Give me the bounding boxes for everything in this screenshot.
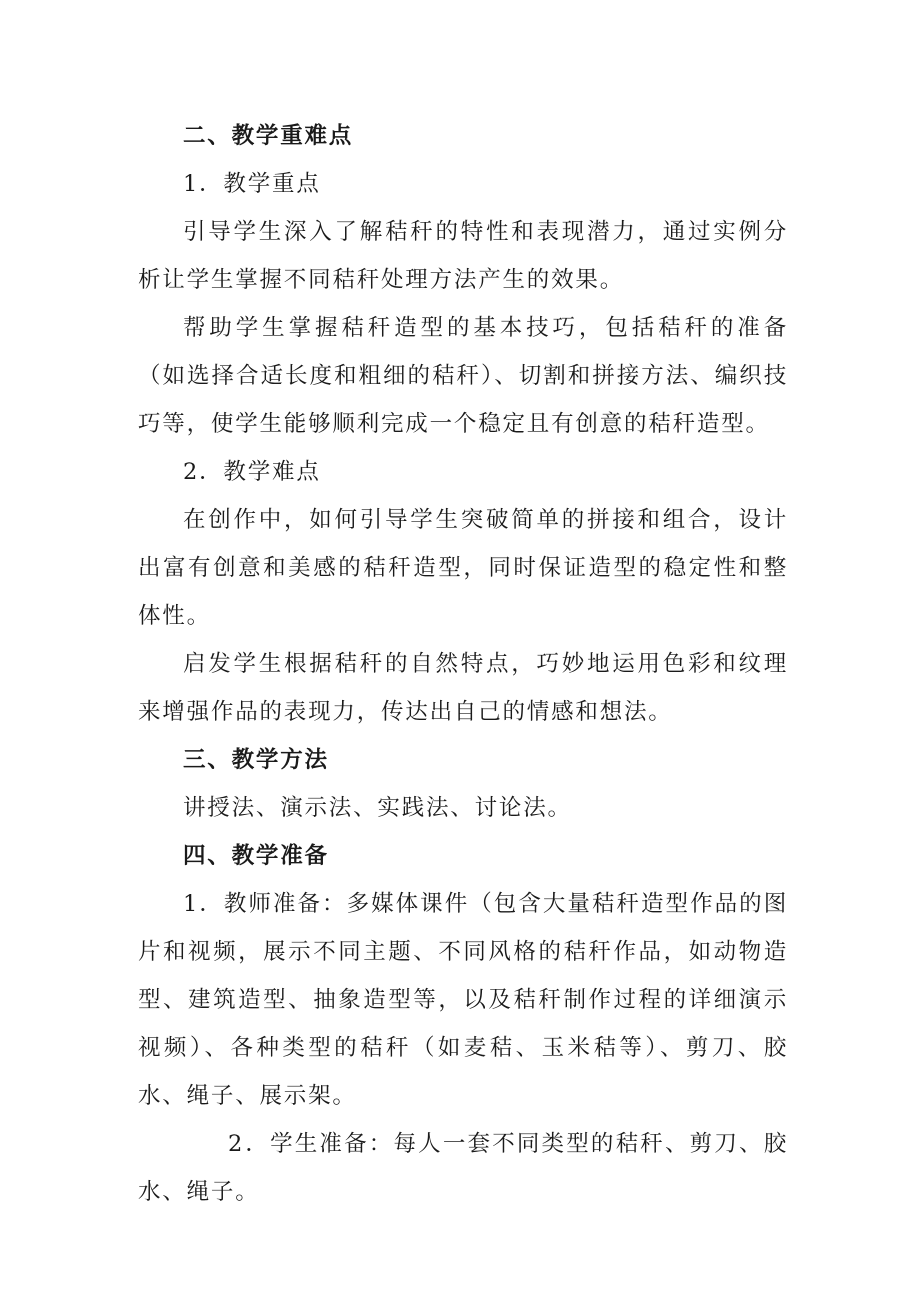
subheading-teaching-difficulty: 2．教学难点 [183, 459, 321, 485]
section-heading-3: 三、教学方法 [183, 747, 329, 773]
paragraph-student-prep [138, 1120, 788, 1216]
subheading-teaching-focus: 1．教学重点 [183, 171, 321, 197]
paragraph-difficulty-1: 在创作中，如何引导学生突破简单的拼接和组合，设计出富有创意和美感的秸秆造型，同时保证造型的稳定性和整体性。 [138, 507, 788, 629]
student-prep-number: 2 [228, 1131, 245, 1157]
section-heading-4: 四、教学准备 [183, 843, 329, 869]
document-body [138, 112, 788, 1216]
student-prep-text: ．学生准备：每人一套不同类型的秸秆、剪刀、胶水、绳子。 [138, 1131, 788, 1205]
paragraph-methods: 讲授法、演示法、实践法、讨论法。 [183, 795, 572, 821]
paragraph-focus-2: 帮助学生掌握秸秆造型的基本技巧，包括秸秆的准备（如选择合适长度和粗细的秸秆）、切割和拼接方法、编织技巧等，使学生能够顺利完成一个稳定且有创意的秸秆造型。 [138, 315, 788, 437]
section-heading-2: 二、教学重难点 [183, 123, 354, 149]
paragraph-teacher-prep: 1．教师准备：多媒体课件（包含大量秸秆造型作品的图片和视频，展示不同主题、不同风格的秸秆作品，如动物造型、建筑造型、抽象造型等，以及秸秆制作过程的详细演示视频）、各种类型的秸秆（如麦秸、玉米秸等）、剪刀、胶水、绳子、展示架。 [138, 891, 788, 1109]
paragraph-difficulty-2: 启发学生根据秸秆的自然特点，巧妙地运用色彩和纹理来增强作品的表现力，传达出自己的情感和想法。 [138, 651, 788, 725]
paragraph-focus-1: 引导学生深入了解秸秆的特性和表现潜力，通过实例分析让学生掌握不同秸秆处理方法产生的效果。 [138, 219, 788, 293]
